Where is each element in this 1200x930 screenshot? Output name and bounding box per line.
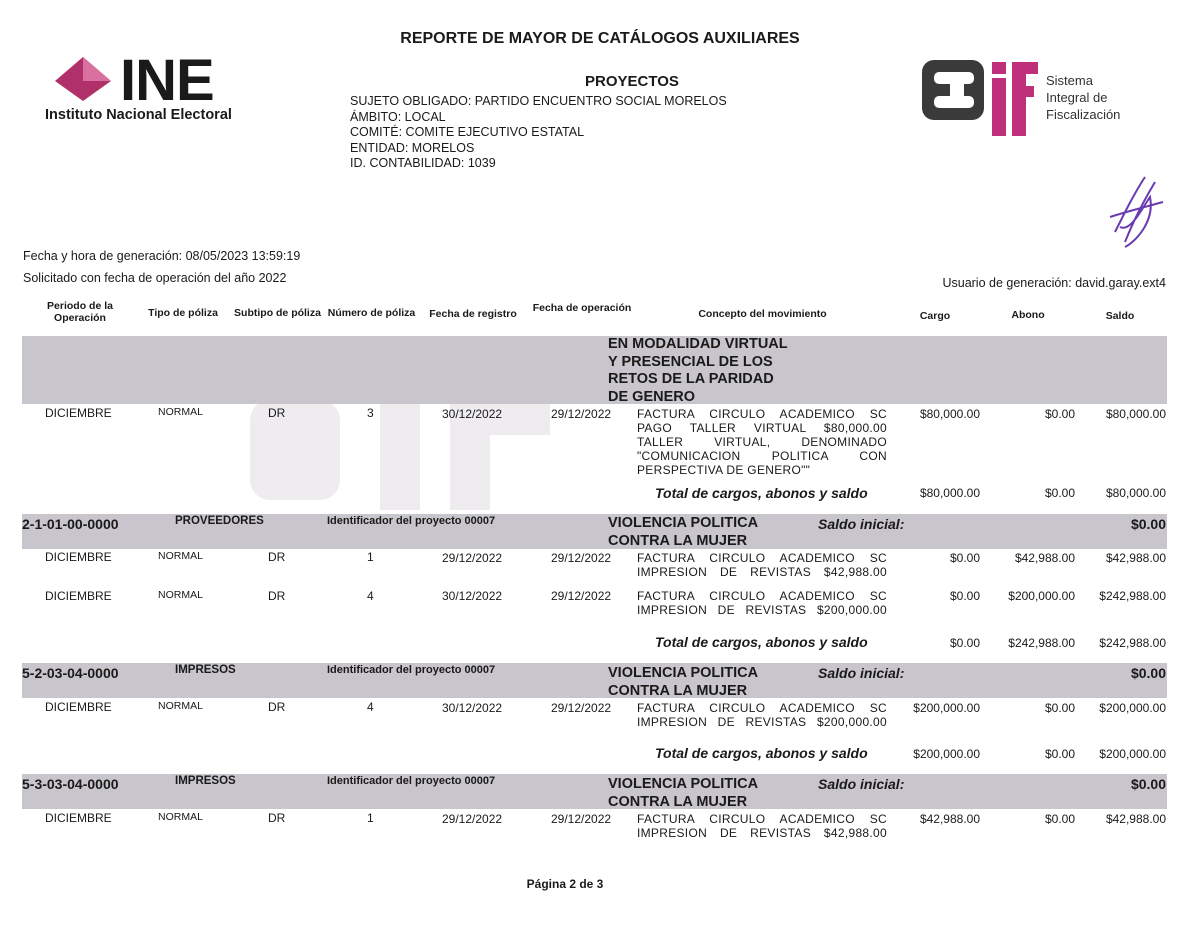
continued-project-name: EN MODALIDAD VIRTUAL Y PRESENCIAL DE LOS RETOS DE LA PARIDAD DE GENERO [608, 336, 788, 405]
saldo-inicial-label: Saldo inicial: [818, 665, 905, 681]
header-entidad: ENTIDAD: MORELOS [350, 140, 475, 155]
project-identifier: Identificador del proyecto 00007 [327, 664, 496, 676]
col-cargo: Cargo [919, 310, 951, 322]
saldo-inicial-value: $0.00 [1130, 665, 1166, 681]
header-id-contabilidad: ID. CONTABILIDAD: 1039 [350, 156, 496, 170]
saldo-inicial-label: Saldo inicial: [818, 776, 905, 792]
header-ambito: ÁMBITO: LOCAL [350, 109, 446, 124]
signature-mark [1105, 172, 1167, 252]
generation-datetime: Fecha y hora de generación: 08/05/2023 13:59:19 [23, 249, 301, 263]
sif-line-3: Fiscalización [1046, 107, 1121, 122]
requested-period: Solicitado con fecha de operación del año 2022 [23, 271, 287, 285]
col-tipo: Tipo de póliza [148, 307, 218, 319]
col-abono: Abono [1011, 309, 1045, 321]
col-periodo: Periodo de la Operación [47, 300, 113, 324]
account-code: 2-1-01-00-0000 [22, 516, 119, 532]
sif-logo-icon [920, 56, 1040, 138]
header-comite: COMITÉ: COMITE EJECUTIVO ESTATAL [350, 125, 585, 139]
col-saldo: Saldo [1105, 310, 1135, 322]
account-name: PROVEEDORES [175, 515, 264, 527]
account-name: IMPRESOS [175, 775, 236, 787]
row-concept: FACTURA CIRCULO ACADEMICO SC IMPRESION DE REVISTAS $42,988.00 [637, 812, 887, 840]
col-numero: Número de póliza [327, 307, 416, 319]
generation-user: Usuario de generación: david.garay.ext4 [942, 276, 1166, 290]
account-code: 5-2-03-04-0000 [22, 665, 119, 681]
ine-subtitle: Instituto Nacional Electoral [45, 107, 232, 123]
sif-line-2: Integral de [1046, 90, 1108, 105]
report-title: REPORTE DE MAYOR DE CATÁLOGOS AUXILIARES [400, 30, 800, 47]
ine-diamond-icon [47, 55, 117, 103]
project-name: VIOLENCIA POLITICA CONTRA LA MUJER [608, 515, 759, 549]
row-concept: FACTURA CIRCULO ACADEMICO SC IMPRESION DE REVISTAS $42,988.00 [637, 551, 887, 579]
row-concept: FACTURA CIRCULO ACADEMICO SC PAGO TALLER VIRTUAL $80,000.00 TALLER VIRTUAL, DENOMINADO "COMUNICACION POLITICA CON PERSPECTIVA DE GENERO"" [637, 407, 887, 477]
col-subtipo: Subtipo de póliza [234, 307, 321, 319]
continued-project-band [22, 336, 1167, 404]
project-name: VIOLENCIA POLITICA CONTRA LA MUJER [608, 665, 759, 699]
account-name: IMPRESOS [175, 664, 236, 676]
project-name: VIOLENCIA POLITICA CONTRA LA MUJER [608, 776, 759, 810]
project-identifier: Identificador del proyecto 00007 [327, 775, 496, 787]
header-sujeto: SUJETO OBLIGADO: PARTIDO ENCUENTRO SOCIAL MORELOS [350, 94, 727, 108]
col-operacion: Fecha de operación [532, 302, 632, 314]
project-identifier: Identificador del proyecto 00007 [327, 515, 496, 527]
saldo-inicial-value: $0.00 [1130, 516, 1166, 532]
header-info [350, 94, 727, 172]
saldo-inicial-value: $0.00 [1130, 776, 1166, 792]
account-code: 5-3-03-04-0000 [22, 776, 119, 792]
row-concept: FACTURA CIRCULO ACADEMICO SC IMPRESION DE REVISTAS $200,000.00 [637, 701, 887, 729]
section-title: PROYECTOS [585, 73, 679, 90]
sif-text [1046, 72, 1120, 123]
saldo-inicial-label: Saldo inicial: [818, 516, 905, 532]
sif-line-1: Sistema [1046, 73, 1093, 88]
col-concepto: Concepto del movimiento [698, 308, 827, 320]
col-registro: Fecha de registro [429, 308, 517, 320]
page-number: Página 2 de 3 [526, 877, 604, 891]
ine-wordmark: INE [120, 48, 214, 113]
row-concept: FACTURA CIRCULO ACADEMICO SC IMPRESION DE REVISTAS $200,000.00 [637, 589, 887, 617]
